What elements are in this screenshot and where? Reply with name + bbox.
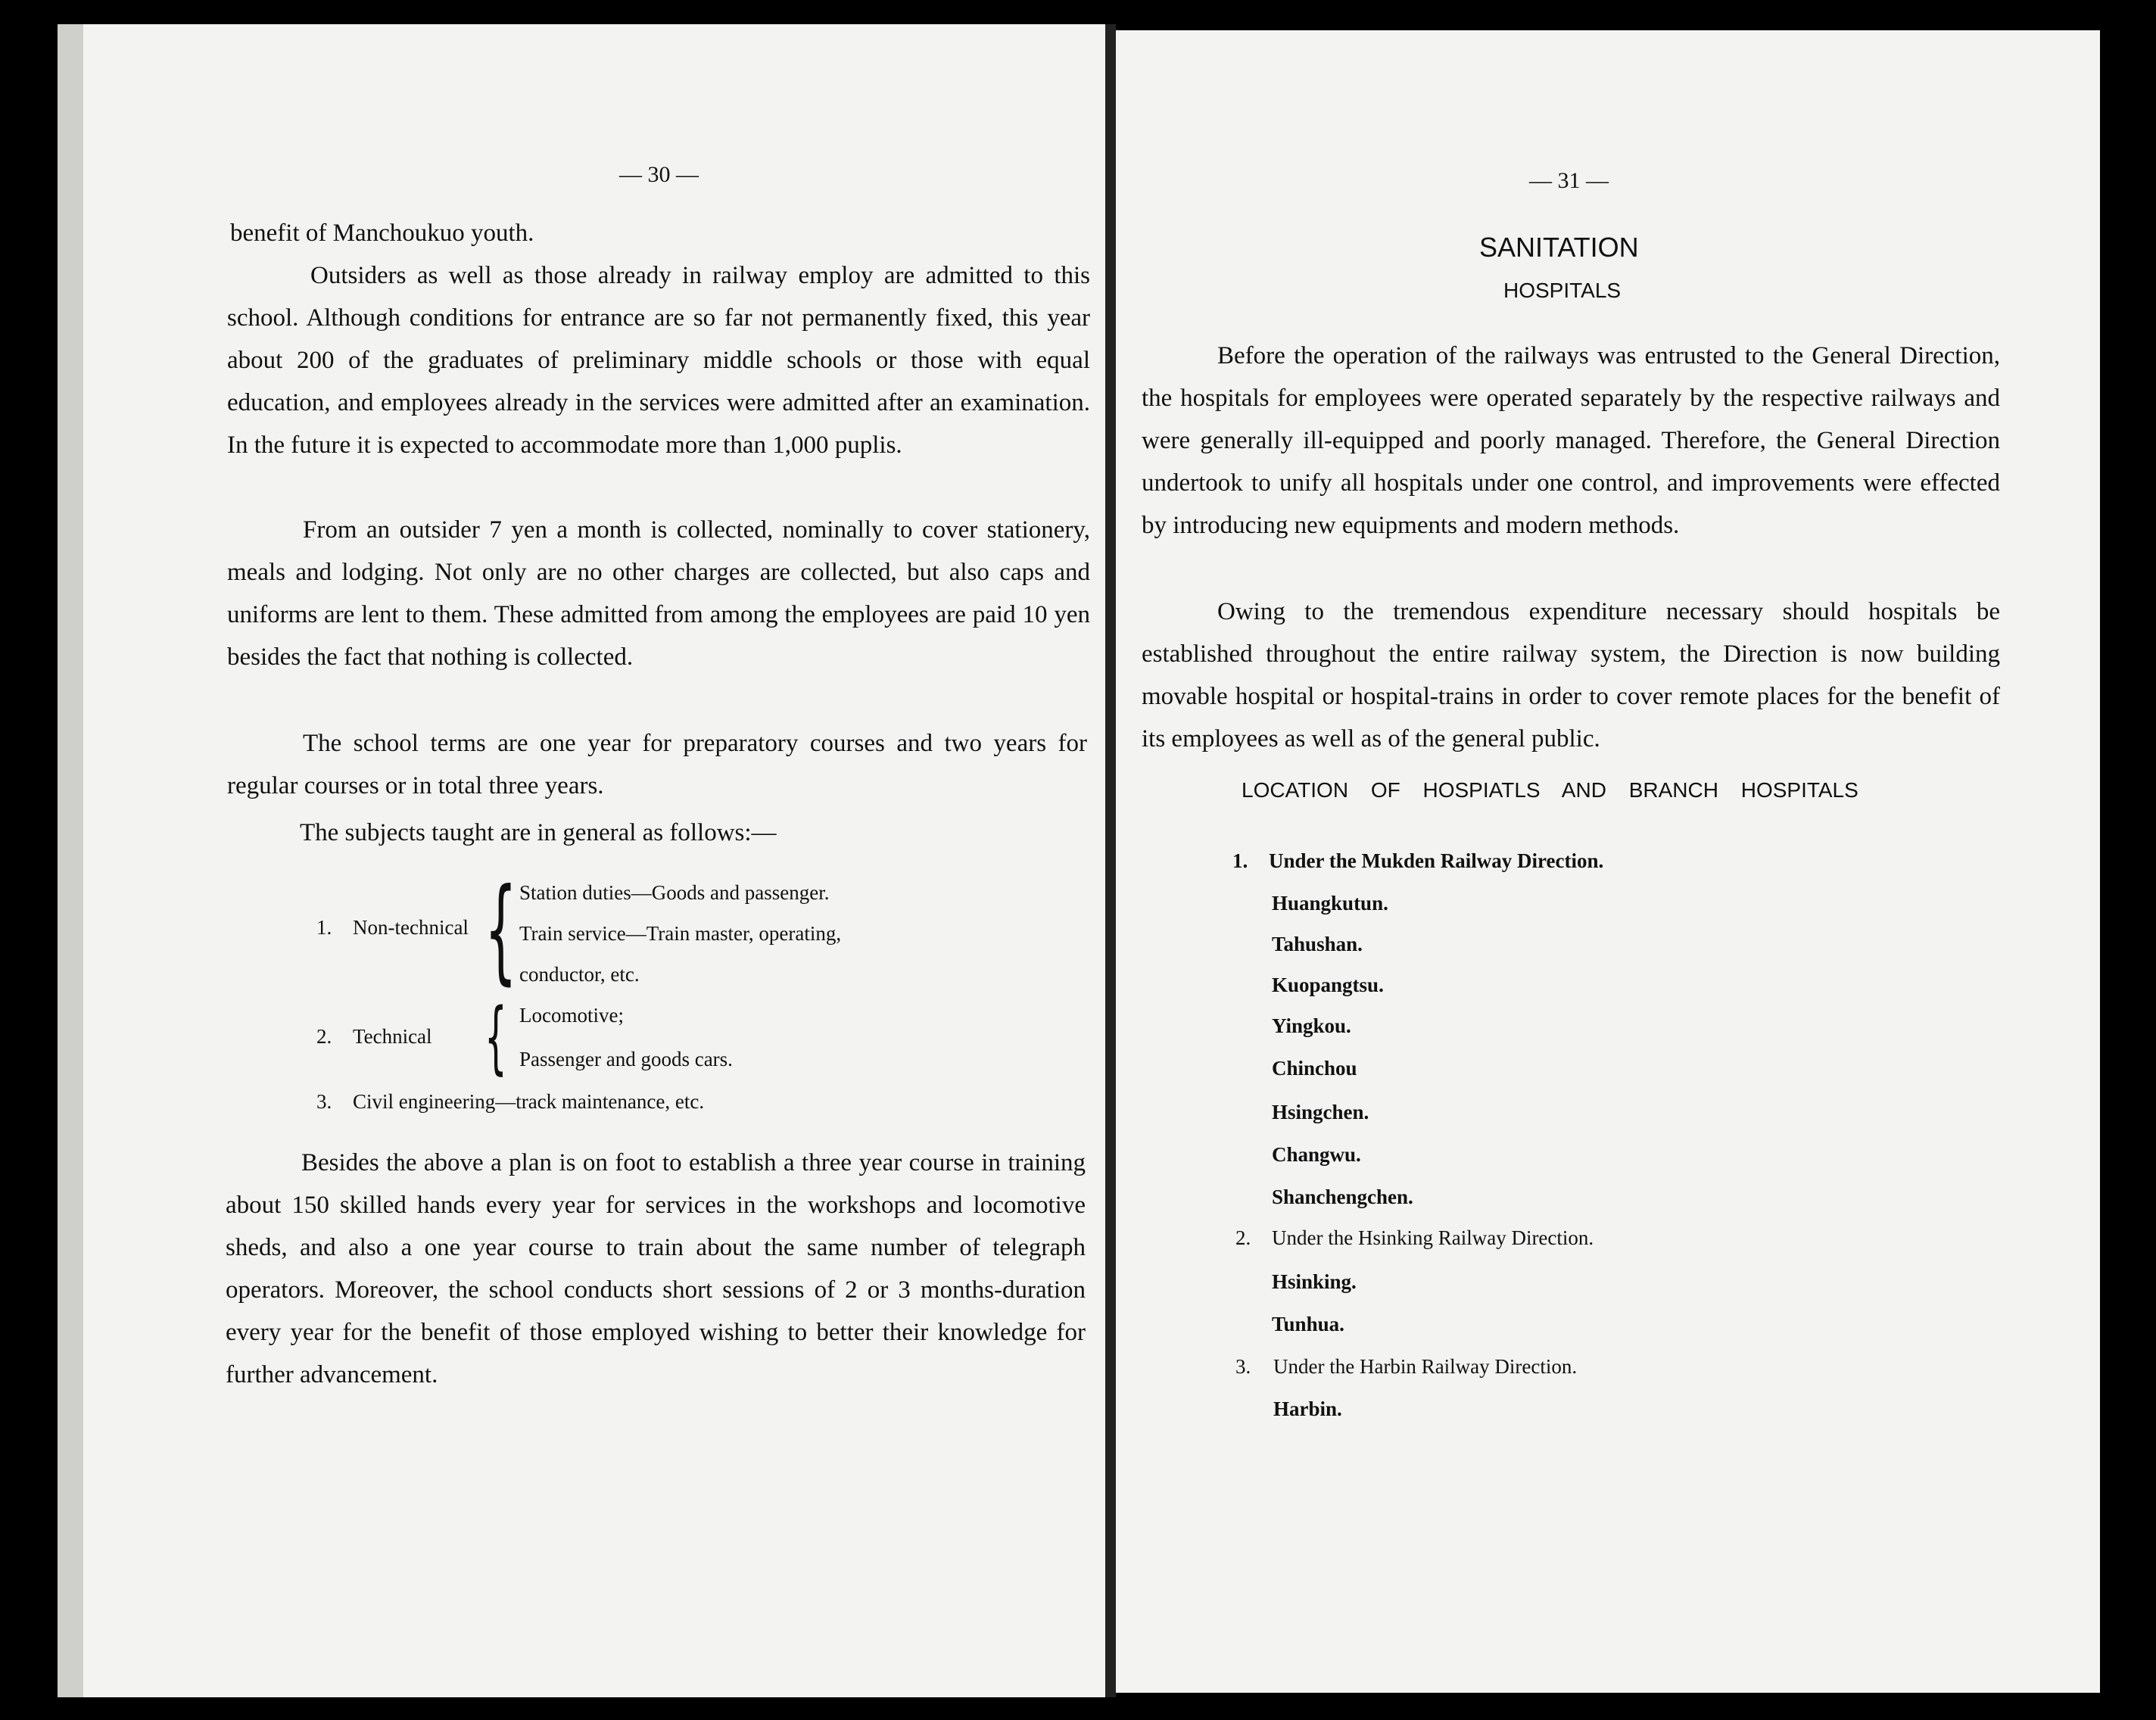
direction-title: Under the Harbin Railway Direction. bbox=[1273, 1355, 1578, 1378]
paragraph-5: The subjects taught are in general as follows:— bbox=[300, 819, 777, 846]
direction-title: Under the Hsinking Railway Direction. bbox=[1272, 1226, 1594, 1249]
subject-number: 1. bbox=[316, 916, 332, 939]
sanitation-paragraph-2: Owing to the tremendous expenditure necessary should hospitals be established throughout the entire railway system, the Direction is now building movable hospital or hospital-trains in order to cover remote places for the benefit of its employees as well as of the general public. bbox=[1142, 598, 2000, 752]
paragraph-6: Besides the above a plan is on foot to establish a three year course in training about 150 skilled hands every year for services in the workshops and locomotive sheds, and also a one year course to train about the same number of telegraph operators. Moreover, the school conducts short sessions of 2 or 3 months-duration every year for the benefit of those employed wishing to better their knowledge for further advancement. bbox=[226, 1149, 1086, 1388]
subject-item: Locomotive; bbox=[519, 1004, 624, 1027]
paragraph-3: From an outsider 7 yen a month is collected, nominally to cover stationery, meals and lodging. Not only are no other charges are collected, but also caps and uniforms are lent to them. These admitted from among the employees are paid 10 yen besides the fact that nothing is collected. bbox=[227, 516, 1090, 671]
hospital-location: Harbin. bbox=[1273, 1398, 1342, 1420]
subject-item: Passenger and goods cars. bbox=[519, 1048, 733, 1070]
book-gutter bbox=[1105, 24, 1116, 1697]
page-number-left: — 30 — bbox=[619, 162, 699, 187]
sanitation-paragraph-1: Before the operation of the railways was entrusted to the General Direction, the hospitals for employees were operated separately by the respective railways and were generally ill-equipped and poorly managed. Therefore, the General Direction undertook to unify all hospitals under one control, and improvements were effected by introducing new equipments and modern methods. bbox=[1142, 342, 2000, 539]
brace-icon: { bbox=[484, 991, 507, 1083]
subject-number: 3. bbox=[316, 1090, 332, 1113]
section-subheading: HOSPITALS bbox=[1503, 279, 1622, 302]
subject-number: 2. bbox=[316, 1025, 332, 1048]
hospital-location: Tahushan. bbox=[1272, 933, 1363, 955]
section-heading: SANITATION bbox=[1479, 232, 1639, 263]
paragraph-4: The school terms are one year for preparatory courses and two years for regular courses or in total three years. bbox=[227, 730, 1087, 799]
hospital-location: Yingkou. bbox=[1272, 1014, 1351, 1037]
hospital-location: Chinchou bbox=[1272, 1057, 1357, 1080]
hospital-location: Shanchengchen. bbox=[1272, 1186, 1413, 1208]
hospital-location: Hsingchen. bbox=[1272, 1101, 1369, 1123]
hospital-location: Kuopangtsu. bbox=[1272, 974, 1384, 996]
hospital-location: Changwu. bbox=[1272, 1143, 1361, 1166]
hospital-location: Hsinking. bbox=[1272, 1270, 1357, 1293]
page-number-right: — 31 — bbox=[1529, 168, 1609, 193]
subject-name: Non-technical bbox=[353, 916, 469, 939]
subject-item: Station duties—Goods and passenger. bbox=[519, 881, 830, 904]
direction-number: 1. bbox=[1232, 849, 1248, 872]
direction-number: 2. bbox=[1235, 1226, 1251, 1249]
direction-number: 3. bbox=[1235, 1355, 1251, 1378]
paragraph-1: benefit of Manchoukuo youth. bbox=[230, 220, 534, 247]
direction-title: Under the Mukden Railway Direction. bbox=[1269, 849, 1604, 872]
subject-name: Civil engineering—track maintenance, etc. bbox=[353, 1090, 705, 1113]
paragraph-2: Outsiders as well as those already in railway employ are admitted to this school. Although conditions for entrance are so far not permanently fixed, this year about 200 of the graduates of preliminary middle schools or those with equal education, and employees already in the services were admitted after an examination. In the future it is expected to accommodate more than 1,000 puplis. bbox=[227, 262, 1090, 459]
hospital-list-title: LOCATION OF HOSPIATLS AND BRANCH HOSPITALS bbox=[1242, 778, 1858, 802]
subject-name: Technical bbox=[353, 1025, 432, 1048]
hospital-location: Huangkutun. bbox=[1272, 892, 1388, 915]
brace-icon: { bbox=[484, 865, 517, 996]
subject-item: Train service—Train master, operating, bbox=[519, 922, 842, 945]
subject-item: conductor, etc. bbox=[519, 963, 640, 986]
hospital-location: Tunhua. bbox=[1272, 1313, 1344, 1335]
